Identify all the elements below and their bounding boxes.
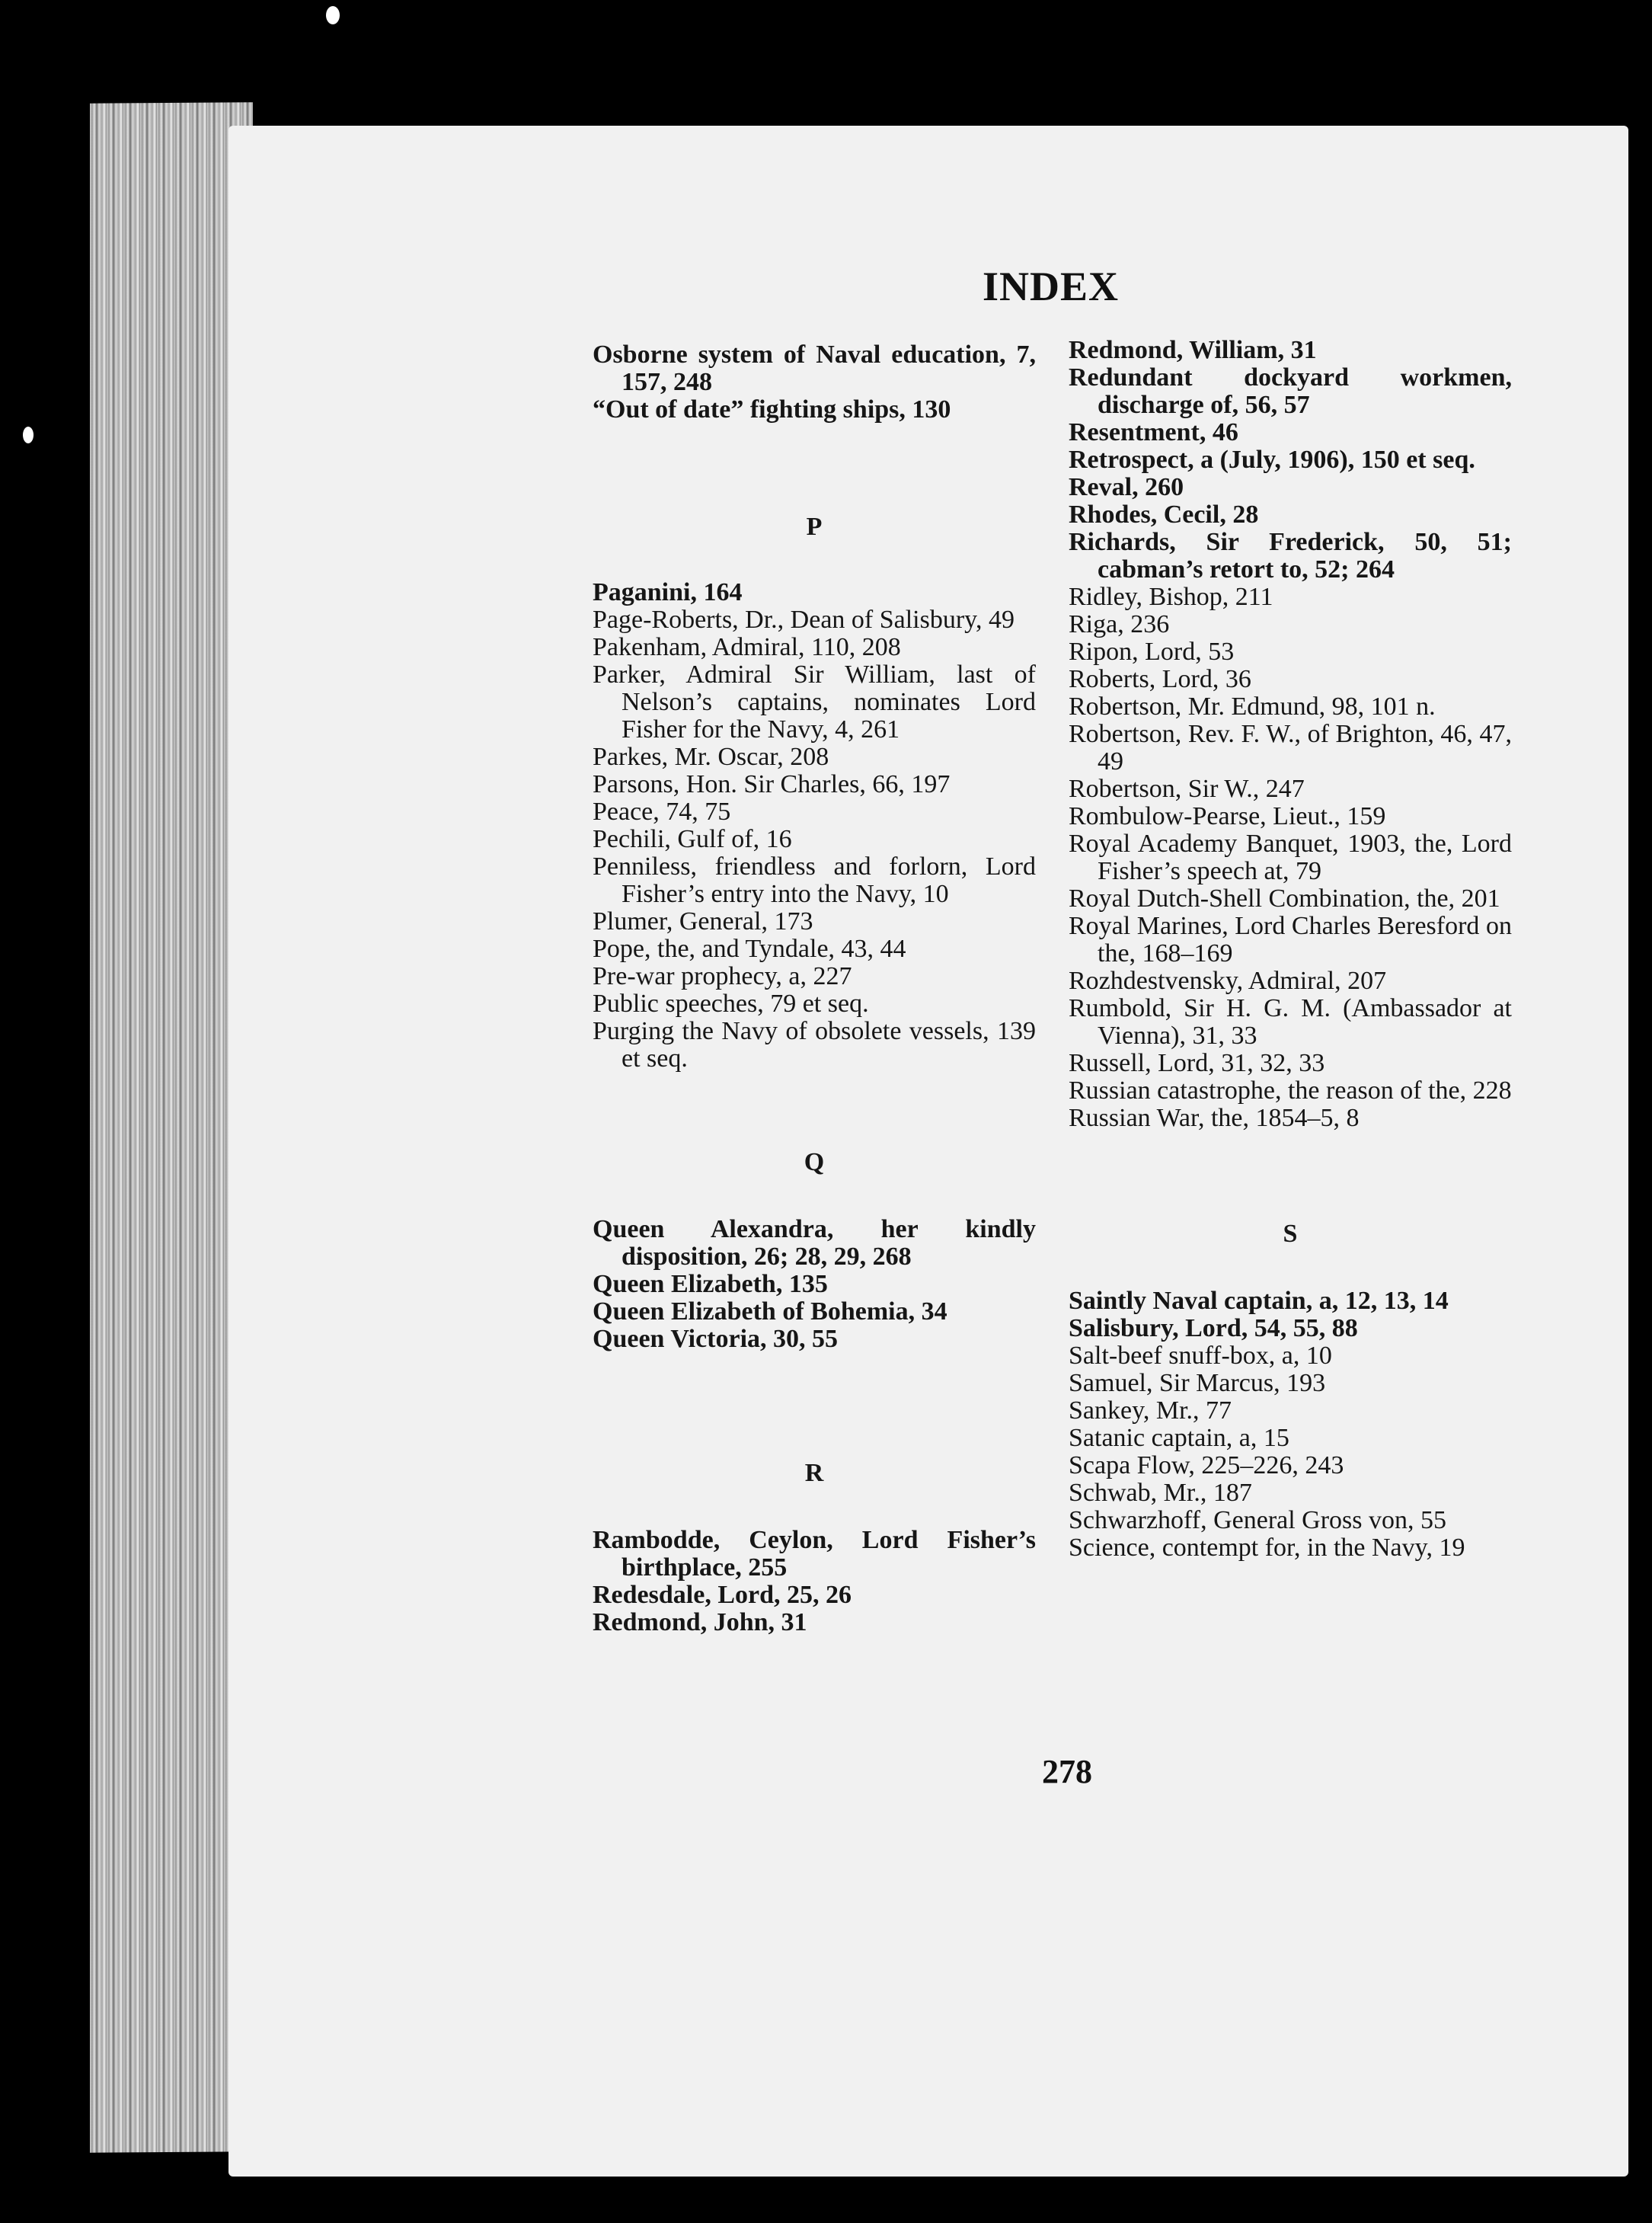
index-entry: Redesdale, Lord, 25, 26 <box>593 1581 852 1609</box>
index-column-right <box>1069 337 1512 1562</box>
index-entry: Roberts, Lord, 36 <box>1069 665 1251 693</box>
index-entry: Public speeches, 79 et seq. <box>593 990 869 1018</box>
index-entry: Parsons, Hon. Sir Charles, 66, 197 <box>593 770 951 798</box>
index-entry: Rumbold, Sir H. G. M. (Ambassador at Vienna), 31, 33 <box>1069 994 1512 1050</box>
section-heading-r: R <box>804 1459 824 1487</box>
index-entry: Page-Roberts, Dr., Dean of Salisbury, 49 <box>593 606 1015 634</box>
index-entry: Riga, 236 <box>1069 610 1170 638</box>
index-entry: Reval, 260 <box>1069 473 1184 501</box>
index-entry: Purging the Navy of obsolete vessels, 139 et seq. <box>593 1017 1036 1073</box>
index-entry: Retrospect, a (July, 1906), 150 et seq. <box>1069 446 1475 474</box>
index-entry: Rhodes, Cecil, 28 <box>1069 501 1259 529</box>
index-entry: Resentment, 46 <box>1069 418 1238 446</box>
index-entry: Salisbury, Lord, 54, 55, 88 <box>1069 1314 1358 1342</box>
index-entry: Ridley, Bishop, 211 <box>1069 583 1273 611</box>
index-entry: Russian catastrophe, the reason of the, 228 <box>1069 1076 1512 1105</box>
index-entry: Parker, Admiral Sir William, last of Nelson’s captains, nominates Lord Fisher for the Navy, 4, 261 <box>593 661 1036 744</box>
index-entry: Schwarzhoff, General Gross von, 55 <box>1069 1506 1447 1534</box>
page-title: INDEX <box>983 264 1120 309</box>
section-heading-q: Q <box>804 1148 825 1176</box>
index-entry: Royal Marines, Lord Charles Beresford on the, 168–169 <box>1069 912 1512 968</box>
index-entry: Queen Elizabeth of Bohemia, 34 <box>593 1297 947 1326</box>
index-entry: Ripon, Lord, 53 <box>1069 638 1235 666</box>
index-entry: Royal Dutch-Shell Combination, the, 201 <box>1069 884 1500 913</box>
index-entry: Robertson, Sir W., 247 <box>1069 775 1305 803</box>
index-entry: Paganini, 164 <box>593 578 743 606</box>
index-entry: Redmond, John, 31 <box>593 1608 807 1636</box>
index-entry: Redundant dockyard workmen, discharge of, 56, 57 <box>1069 363 1512 419</box>
index-entry: Rombulow-Pearse, Lieut., 159 <box>1069 802 1386 830</box>
index-entry: Sankey, Mr., 77 <box>1069 1396 1232 1425</box>
index-entry: Russian War, the, 1854–5, 8 <box>1069 1104 1360 1132</box>
index-entry: Pope, the, and Tyndale, 43, 44 <box>593 935 906 963</box>
index-entry: Samuel, Sir Marcus, 193 <box>1069 1369 1326 1397</box>
scan-speck <box>23 427 34 443</box>
index-entry: Pre-war prophecy, a, 227 <box>593 962 852 990</box>
index-entry: Scapa Flow, 225–226, 243 <box>1069 1451 1344 1479</box>
index-entry: Queen Elizabeth, 135 <box>593 1270 828 1298</box>
index-entry: Schwab, Mr., 187 <box>1069 1479 1252 1507</box>
index-entry: Rozhdestvensky, Admiral, 207 <box>1069 967 1387 995</box>
index-entry: Pakenham, Admiral, 110, 208 <box>593 633 901 661</box>
index-entry: Science, contempt for, in the Navy, 19 <box>1069 1534 1465 1562</box>
index-entry: Penniless, friendless and forlorn, Lord Fisher’s entry into the Navy, 10 <box>593 852 1036 908</box>
section-heading-s: S <box>1283 1220 1298 1248</box>
index-entry: Royal Academy Banquet, 1903, the, Lord Fisher’s speech at, 79 <box>1069 830 1512 885</box>
index-entry: Saintly Naval captain, a, 12, 13, 14 <box>1069 1287 1449 1315</box>
index-entry: Osborne system of Naval education, 7, 157, 248 <box>593 341 1036 396</box>
index-entry: Salt-beef snuff-box, a, 10 <box>1069 1342 1332 1370</box>
index-entry: Parkes, Mr. Oscar, 208 <box>593 743 829 771</box>
index-entry: Plumer, General, 173 <box>593 907 813 936</box>
index-column-left <box>593 341 1036 1636</box>
index-entry: Peace, 74, 75 <box>593 798 731 826</box>
section-heading-p: P <box>806 513 823 541</box>
index-entry: Robertson, Rev. F. W., of Brighton, 46, 47, 49 <box>1069 720 1512 776</box>
index-entry: Redmond, William, 31 <box>1069 336 1317 364</box>
page-number: 278 <box>1042 1753 1092 1790</box>
index-entry: Satanic captain, a, 15 <box>1069 1424 1289 1452</box>
scan-speck <box>326 6 340 24</box>
index-entry: “Out of date” fighting ships, 130 <box>593 395 951 424</box>
index-entry: Pechili, Gulf of, 16 <box>593 825 792 853</box>
index-entry: Robertson, Mr. Edmund, 98, 101 n. <box>1069 692 1436 721</box>
index-entry: Queen Alexandra, her kindly disposition, 26; 28, 29, 268 <box>593 1215 1036 1271</box>
index-entry: Rambodde, Ceylon, Lord Fisher’s birthplace, 255 <box>593 1526 1036 1582</box>
index-entry: Russell, Lord, 31, 32, 33 <box>1069 1049 1325 1077</box>
index-entry: Queen Victoria, 30, 55 <box>593 1325 839 1353</box>
index-entry: Richards, Sir Frederick, 50, 51; cabman’s retort to, 52; 264 <box>1069 528 1512 584</box>
